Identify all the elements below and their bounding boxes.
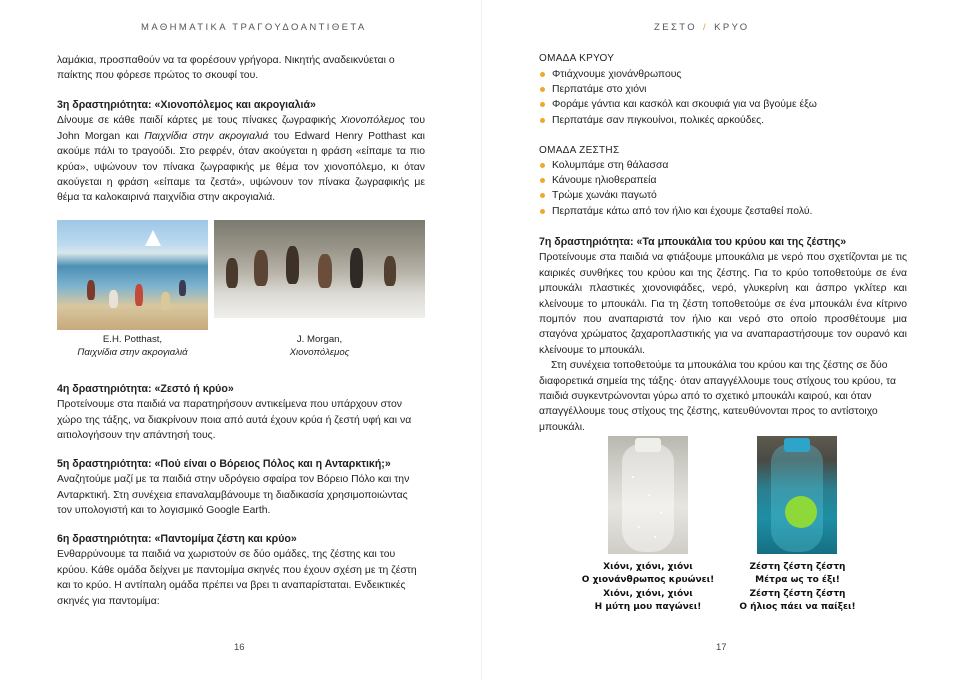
sun-bottle-photo	[757, 436, 837, 554]
activity-7-body-2: Στη συνέχεια τοποθετούμε τα μπουκάλια του κρύου και της ζέστης σε δύο διαφορετικά σημεία της τάξης· όταν απαγγέλλουμε τους στίχους του κρύου, τα παιδιά συγκεντρώνονται γύρω από το σχετικό μπουκάλι καιρού, και όταν απαγγέλλουμε τους στίχους της ζέστης, κατευθύνονται προς το αντίστοιχο μπουκάλι.	[539, 360, 896, 433]
intro-paragraph	[57, 53, 425, 84]
figure	[350, 248, 363, 288]
activity-5-body: Αναζητούμε μαζί με τα παιδιά στην υδρόγειο σφαίρα τον Βόρειο Πόλο και την Ανταρκτική. Στη συνέχεια επαναλαμβάνουμε τη διαδικασία χρησιμοποιώντας τον υπολογιστή και το λογισμικό Google Earth.	[57, 474, 410, 517]
right-page	[482, 0, 963, 680]
activity-5-heading: 5η δραστηριότητα: «Πού είναι ο Βόρειος Πόλος και η Ανταρκτική;»	[57, 458, 391, 470]
snow-poem	[578, 561, 718, 615]
heat-poem	[730, 561, 865, 615]
cold-group-title: ΟΜΑΔΑ ΚΡΥΟΥ	[539, 53, 615, 64]
activity-3-text-2: του John Morgan και	[57, 115, 426, 142]
activity-3-title-beach: Παιχνίδια στην ακρογιαλιά	[144, 130, 269, 142]
list-item: Κάνουμε ηλιοθεραπεία	[539, 173, 812, 188]
list-item: Περπατάμε σαν πιγκουίνοι, πολικές αρκούδες.	[539, 113, 817, 128]
snowball-painting	[214, 220, 425, 318]
poem-line: Μέτρα ως το έξι!	[755, 575, 840, 586]
activity-3-text-3: του Edward Henry Potthast και ακούμε πάλι το τραγούδι. Στο ρεφρέν, όταν ακούγεται η φράση «είπαμε τα πιο κρύα», υψώνουν τον πίνακα ζωγραφικής με θέμα τον χιονοπόλεμο, κι όταν ακούγεται η φράση «είπαμε τα ζεστά», υψώνουν τον πίνακα ζωγραφικής με θέμα τα καλοκαιρινά παιχνίδια στην ακρογιαλιά.	[57, 130, 425, 204]
list-item: Τρώμε χωνάκι παγωτό	[539, 188, 812, 203]
activity-5	[57, 457, 425, 519]
figure	[286, 246, 299, 284]
poem-line: Ζέστη ζέστη ζέστη	[749, 562, 846, 572]
list-item: Περπατάμε κάτω από τον ήλιο και έχουμε ζεσταθεί πολύ.	[539, 204, 812, 219]
activity-4-body: Προτείνουμε στα παιδιά να παρατηρήσουν αντικείμενα που υπάρχουν στον χώρο της τάξης, να διακρίνουν ποια από αυτά έχουν κρύα ή ζεστή υφή και να αιτιολογήσουν την απάντησή τους.	[57, 399, 412, 442]
beach-title: Παιχνίδια στην ακρογιαλιά	[77, 346, 188, 358]
activity-6	[57, 532, 425, 609]
activity-4-heading: 4η δραστηριότητα: «Ζεστό ή κρύο»	[57, 383, 234, 395]
beach-artist: E.H. Potthast,	[102, 334, 163, 345]
snow-bottle-photo	[608, 436, 688, 554]
running-head: ΜΑΘΗΜΑΤΙΚΑ ΤΡΑΓΟΥΔΟΑΝΤΙΘΕΤΑ	[141, 22, 367, 33]
figure	[161, 292, 170, 310]
running-head-hot: ΖΕΣΤΟ	[654, 22, 698, 33]
figure	[87, 280, 95, 300]
list-item: Φοράμε γάντια και κασκόλ και σκουφιά για να βγούμε έξω	[539, 97, 817, 112]
poem-line: Η μύτη μου παγώνει!	[594, 602, 702, 613]
snowflake	[638, 526, 640, 528]
bottle	[622, 444, 674, 552]
list-item: Φτιάχνουμε χιονάνθρωπους	[539, 67, 817, 82]
figure	[226, 258, 238, 288]
cold-group-list	[539, 67, 817, 128]
running-head-separator: /	[703, 22, 709, 33]
activity-7	[539, 235, 907, 435]
poem-line: Ο χιονάνθρωπος κρυώνει!	[581, 575, 715, 586]
bottle-cap	[635, 438, 661, 452]
page-number: 16	[234, 642, 245, 653]
yellow-pompom	[785, 496, 817, 528]
activity-4	[57, 382, 425, 444]
figure	[318, 254, 332, 288]
snow-title: Χιονοπόλεμος	[289, 346, 350, 358]
figure	[109, 290, 118, 308]
activity-3-text-1: Δίνουμε σε κάθε παιδί κάρτες με τους πίνακες ζωγραφικής	[57, 115, 341, 127]
snowflake	[654, 536, 656, 538]
activity-3-title-snow: Χιονοπόλεμος	[340, 115, 406, 127]
sail	[145, 230, 161, 246]
running-head	[654, 22, 750, 33]
poem-line: Χιόνι, χιόνι, χιόνι	[603, 562, 693, 572]
bottle-cap	[784, 438, 810, 452]
figure	[135, 284, 143, 306]
heat-group-title: ΟΜΑΔΑ ΖΕΣΤΗΣ	[539, 145, 620, 156]
activity-3	[57, 98, 425, 206]
poem-line: Ο ήλιος πάει να παίξει!	[739, 602, 856, 613]
snow-artist: J. Morgan,	[296, 334, 343, 345]
activity-3-body	[57, 113, 425, 205]
activity-7-heading: 7η δραστηριότητα: «Τα μπουκάλια του κρύου και της ζέστης»	[539, 236, 847, 248]
beach-painting	[57, 220, 208, 330]
snowflake	[648, 494, 650, 496]
snow-painting-caption	[214, 334, 425, 360]
snowflake	[632, 476, 634, 478]
activity-7-body-1: Προτείνουμε στα παιδιά να φτιάξουμε μπουκάλια με νερό που σχετίζονται με τις καιρικές συνθήκες του κρύου και της ζέστης. Για το κρύο τοποθετούμε σε ένα μπουκάλι πλαστικές χιονονιφάδες, νερό, γλυκερίνη και άσπρο γκλίτερ και κλείνουμε το μπουκάλι. Για τη ζέστη τοποθετούμε σε ένα μπουκάλι ένα κίτρινο πομπόν που αναπαριστά τον ήλιο και νερό στο οποίο προσθέτουμε μια σταγόνα χρώματος ζαχαροπλαστικής για να αναπαραστήσουμε τον ουρανό και κλείνουμε το μπουκάλι.	[539, 252, 907, 356]
poem-line: Ζέστη ζέστη ζέστη	[749, 588, 846, 599]
page-number: 17	[716, 642, 727, 653]
figure	[179, 280, 186, 296]
list-item: Περπατάμε στο χιόνι	[539, 82, 817, 97]
heat-group-list	[539, 158, 812, 219]
figure	[254, 250, 268, 286]
running-head-cold: ΚΡΥΟ	[714, 22, 750, 33]
list-item: Κολυμπάμε στη θάλασσα	[539, 158, 812, 173]
activity-3-heading: 3η δραστηριότητα: «Χιονοπόλεμος και ακρογιαλιά»	[57, 99, 316, 111]
activity-6-heading: 6η δραστηριότητα: «Παντομίμα ζέστη και κρύο»	[57, 533, 297, 545]
poem-line: Χιόνι, χιόνι, χιόνι	[603, 588, 693, 599]
beach-painting-caption	[57, 334, 208, 360]
activity-6-body: Ενθαρρύνουμε τα παιδιά να χωριστούν σε δύο ομάδες, της ζέστης και του κρύου. Κάθε ομάδα δείχνει με παντομίμα σκηνές που έχουν σχέση με τη ζέστη και το κρύο. Η αντίπαλη ομάδα πρέπει να βρει τι αναπαρίσταται. Ενδεικτικές σκηνές για παντομίμα:	[57, 549, 417, 607]
left-page	[0, 0, 481, 680]
intro-text: λαμάκια, προσπαθούν να τα φορέσουν γρήγορα. Νικητής αναδεικνύεται ο παίκτης που φόρεσε πρώτος το σκουφί του.	[57, 55, 395, 82]
figure	[384, 256, 396, 286]
snowflake	[660, 512, 662, 514]
